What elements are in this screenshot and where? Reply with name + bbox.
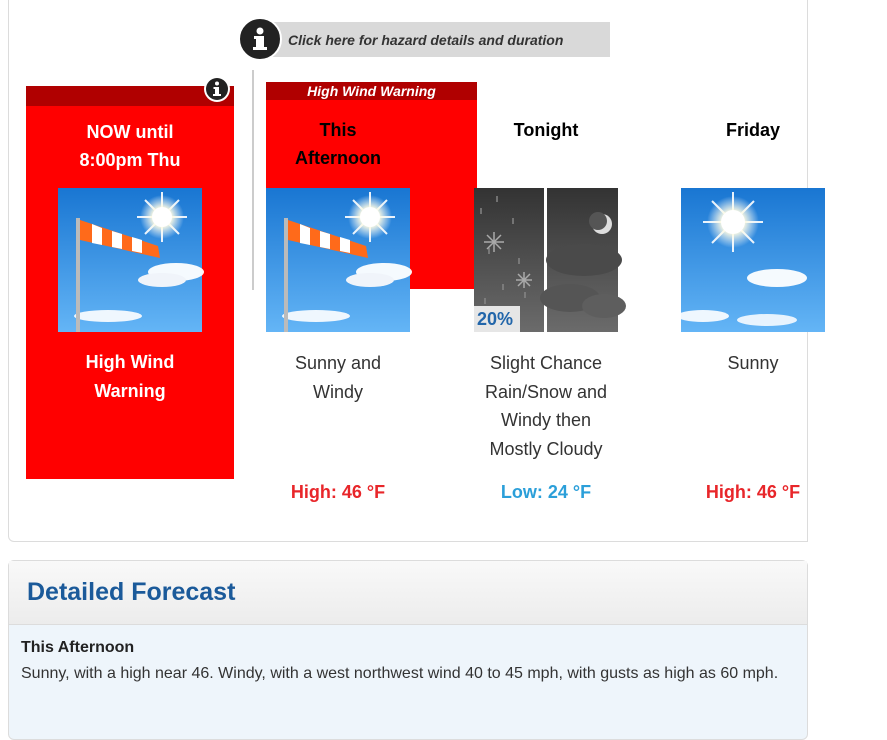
- detailed-forecast-title: Detailed Forecast: [27, 578, 236, 606]
- period-hazard-title: High Wind Warning: [266, 82, 477, 100]
- period-temperature: Low: 24 °F: [500, 482, 592, 502]
- now-title-line2: 8:00pm Thu: [79, 150, 181, 170]
- period-name-line1: Friday: [725, 120, 781, 140]
- now-title-line1: NOW until: [86, 122, 174, 142]
- detailed-forecast-panel: [8, 560, 808, 740]
- precip-chance: 20%: [474, 306, 520, 332]
- period-temperature: High: 46 °F: [290, 482, 386, 502]
- short-forecast-line: Windy: [312, 381, 363, 402]
- period-temperature: High: 46 °F: [705, 482, 801, 502]
- short-forecast-line: Sunny and: [294, 353, 382, 373]
- info-icon: [238, 17, 282, 61]
- detailed-period-text: Sunny, with a high near 46. Windy, with a west northwest wind 40 to 45 mph, with gusts as high as 60 mph.: [21, 665, 779, 682]
- hazard-name-line1: High Wind: [85, 352, 175, 372]
- detailed-forecast-header: [9, 561, 807, 625]
- short-forecast-line: Windy then: [500, 410, 592, 430]
- period-name-line1: This: [319, 120, 357, 140]
- short-forecast-line: Sunny: [727, 353, 779, 373]
- period-name-line1: Tonight: [513, 120, 579, 140]
- period-short-forecast: [681, 349, 825, 378]
- period-name: [681, 116, 825, 144]
- hazard-details-text: Click here for hazard details and duration: [260, 22, 610, 57]
- period-name-line2: Afternoon: [295, 148, 381, 168]
- hazard-details-link[interactable]: [238, 18, 564, 60]
- detailed-forecast-row: [9, 625, 807, 686]
- short-forecast-line: Mostly Cloudy: [489, 438, 603, 459]
- detailed-period-label: This Afternoon: [21, 639, 135, 656]
- sunny-weather-icon: [681, 188, 825, 332]
- hazard-name-line2: Warning: [94, 381, 166, 401]
- short-forecast-line: Slight Chance: [489, 353, 603, 373]
- short-forecast-line: Rain/Snow and: [484, 381, 608, 402]
